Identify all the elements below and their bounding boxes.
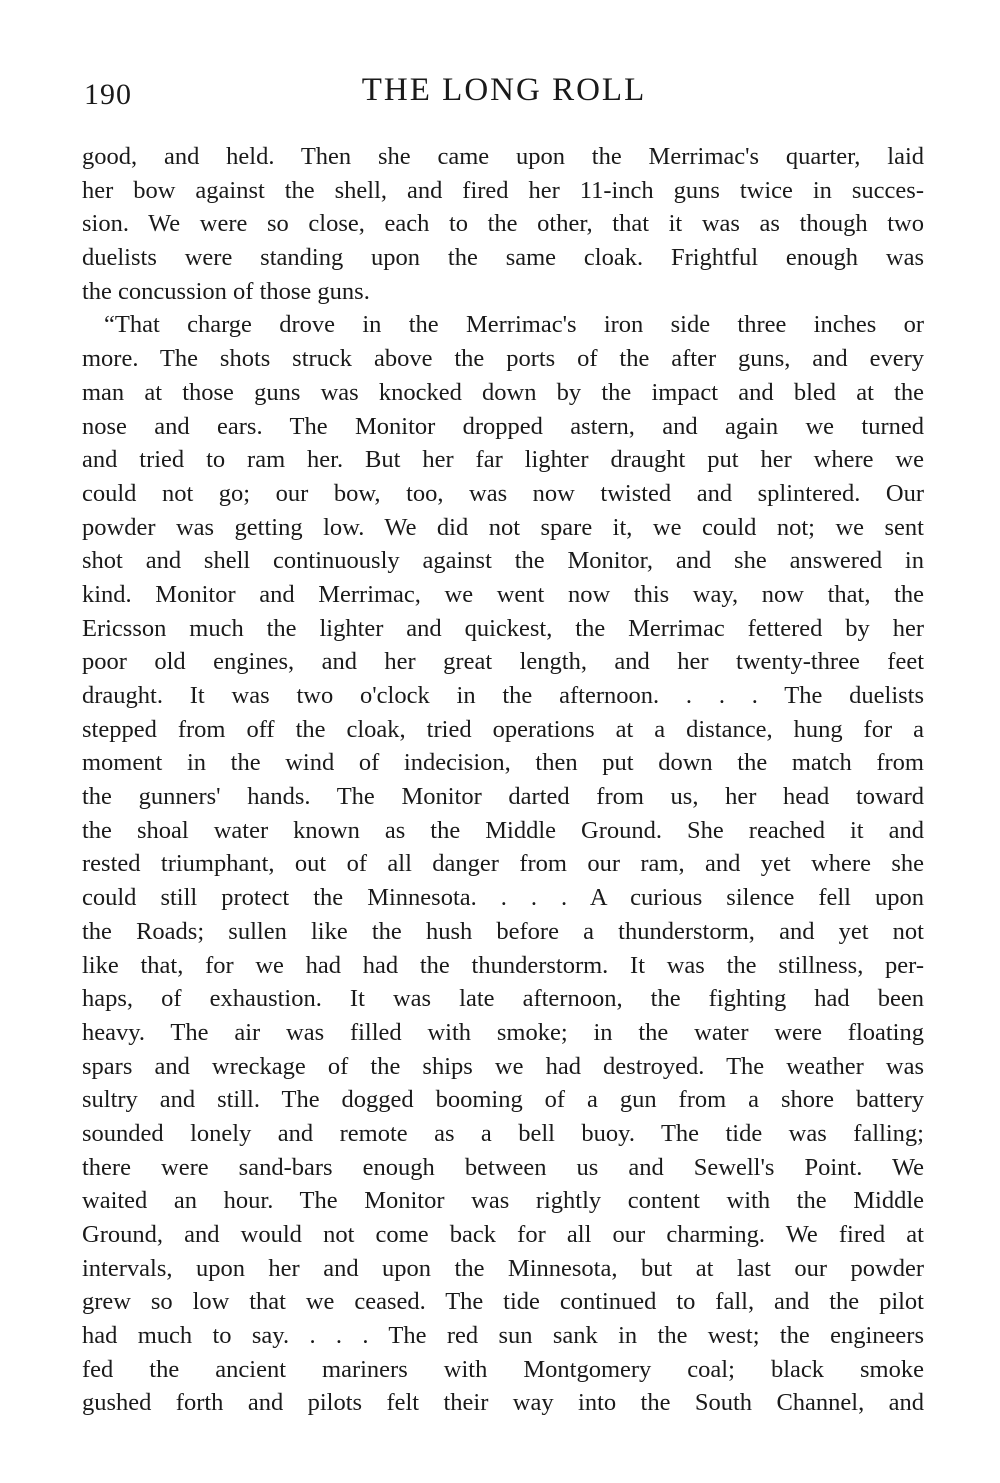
text-line: the Roads; sullen like the hush before a thunderstorm, and yet not <box>82 917 924 945</box>
text-line: good, and held. Then she came upon the Merrimac's quarter, laid <box>82 143 924 170</box>
text-line: sultry and still. The dogged booming of a gun from a shore battery <box>82 1086 924 1114</box>
text-line: sounded lonely and remote as a bell buoy. The tide was falling; <box>82 1119 924 1147</box>
text-line: her bow against the shell, and fired her 11-inch guns twice in succes- <box>82 176 924 204</box>
text-line: more. The shots struck above the ports of the after guns, and every <box>82 345 924 373</box>
text-line: duelists were standing upon the same cloak. Frightful enough was <box>82 244 924 272</box>
text-line: gushed forth and pilots felt their way into the South Channel, and <box>82 1389 924 1417</box>
text-line: could still protect the Minnesota. . . . A curious silence fell upon <box>82 884 924 912</box>
text-line: powder was getting low. We did not spare it, we could not; we sent <box>82 513 924 541</box>
text-line: draught. It was two o'clock in the afternoon. . . . The duelists <box>82 682 924 709</box>
text-line: waited an hour. The Monitor was rightly content with the Middle <box>82 1187 924 1215</box>
text-line: rested triumphant, out of all danger from our ram, and yet where she <box>82 850 924 878</box>
text-line: Ericsson much the lighter and quickest, the Merrimac fettered by her <box>82 614 924 642</box>
text-line: Ground, and would not come back for all our charming. We fired at <box>82 1221 924 1248</box>
text-line: moment in the wind of indecision, then put down the match from <box>82 749 924 777</box>
body-text <box>82 140 924 1420</box>
text-line: there were sand-bars enough between us and Sewell's Point. We <box>82 1153 924 1181</box>
text-line: the gunners' hands. The Monitor darted from us, her head toward <box>82 783 924 811</box>
text-line: sion. We were so close, each to the other, that it was as though two <box>82 210 924 238</box>
text-line: had much to say. . . . The red sun sank in the west; the engineers <box>82 1322 924 1350</box>
text-line: “That charge drove in the Merrimac's iron side three inches or <box>104 311 924 339</box>
text-line: grew so low that we ceased. The tide continued to fall, and the pilot <box>82 1288 924 1316</box>
text-line: shot and shell continuously against the Monitor, and she answered in <box>82 547 924 575</box>
book-title: THE LONG ROLL <box>361 72 647 108</box>
text-line: fed the ancient mariners with Montgomery coal; black smoke <box>82 1355 924 1383</box>
page-number: 190 <box>84 78 132 111</box>
text-line: haps, of exhaustion. It was late afternoon, the fighting had been <box>82 985 924 1013</box>
text-line: stepped from off the cloak, tried operations at a distance, hung for a <box>82 715 924 743</box>
text-line: could not go; our bow, too, was now twisted and splintered. Our <box>82 479 924 507</box>
text-line: the concussion of those guns. <box>82 277 370 305</box>
text-line: and tried to ram her. But her far lighter draught put her where we <box>82 446 924 474</box>
text-line: spars and wreckage of the ships we had destroyed. The weather was <box>82 1052 924 1080</box>
text-line: kind. Monitor and Merrimac, we went now this way, now that, the <box>82 580 924 608</box>
text-line: intervals, upon her and upon the Minnesota, but at last our powder <box>82 1254 924 1282</box>
text-line: nose and ears. The Monitor dropped astern, and again we turned <box>82 412 924 440</box>
text-line: poor old engines, and her great length, and her twenty-three feet <box>82 648 924 676</box>
text-line: heavy. The air was filled with smoke; in the water were floating <box>82 1018 924 1046</box>
text-line: man at those guns was knocked down by the impact and bled at the <box>82 378 924 406</box>
running-head <box>84 72 924 120</box>
text-line: like that, for we had had the thunderstorm. It was the stillness, per- <box>82 951 924 979</box>
text-line: the shoal water known as the Middle Ground. She reached it and <box>82 816 924 844</box>
